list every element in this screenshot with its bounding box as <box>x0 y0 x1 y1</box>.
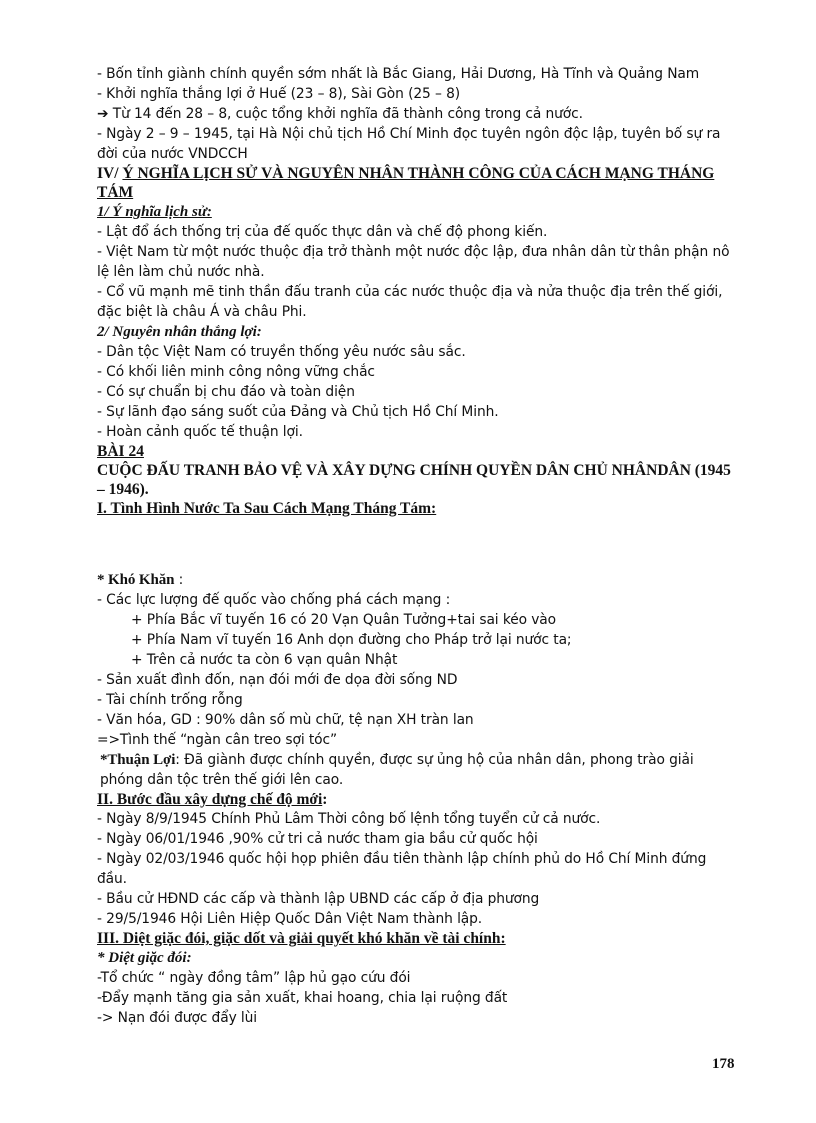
section-title: II. Bước đầu xây dựng chế độ mới <box>97 791 323 808</box>
list-item: - Có khối liên minh công nông vững chắc <box>97 364 375 380</box>
list-item: - Có sự chuẩn bị chu đáo và toàn diện <box>97 384 355 400</box>
section-heading-iv <box>97 164 737 202</box>
list-item: - Ngày 02/03/1946 quốc hội họp phiên đầu tiên thành lập chính phủ do Hồ Chí Minh đứng đầu. <box>97 851 707 887</box>
list-item: - Ngày 8/9/1945 Chính Phủ Lâm Thời công bố lệnh tổng tuyển cử cả nước. <box>97 811 601 827</box>
lesson-label: BÀI 24 <box>97 443 144 460</box>
section-heading-ii <box>97 790 737 809</box>
section-prefix: IV/ <box>97 165 123 182</box>
subheading: * Diệt giặc đói: <box>97 950 192 966</box>
spacer <box>97 518 737 570</box>
advantages-text: : Đã giành được chính quyền, được sự ủng hộ của nhân dân, phong trào giải phóng dân tộc trên thế giới lên cao. <box>100 752 694 788</box>
difficulties-suffix: : <box>174 572 184 588</box>
list-item: - Việt Nam từ một nước thuộc địa trở thành một nước độc lập, đưa nhân dân từ thân phận nô lệ lên làm chủ nước nhà. <box>97 244 730 280</box>
document-page <box>97 64 737 1028</box>
list-item: -> Nạn đói được đẩy lùi <box>97 1010 258 1026</box>
list-item: - Lật đổ ách thống trị của đế quốc thực dân và chế độ phong kiến. <box>97 224 548 240</box>
section-heading-iii: III. Diệt giặc đói, giặc dốt và giải quyết khó khăn về tài chính: <box>97 930 506 947</box>
list-item: + Phía Nam vĩ tuyến 16 Anh dọn đường cho Pháp trở lại nước ta; <box>131 632 572 648</box>
paragraph-line: - Bốn tỉnh giành chính quyền sớm nhất là Bắc Giang, Hải Dương, Hà Tĩnh và Quảng Nam <box>97 66 700 82</box>
list-item: - Sự lãnh đạo sáng suốt của Đảng và Chủ tịch Hồ Chí Minh. <box>97 404 499 420</box>
paragraph-line: ➔ Từ 14 đến 28 – 8, cuộc tổng khởi nghĩa đã thành công trong cả nước. <box>97 106 583 122</box>
list-item: - Ngày 06/01/1946 ,90% cử tri cả nước tham gia bầu cử quốc hội <box>97 831 538 847</box>
subheading: 2/ Nguyên nhân thắng lợi: <box>97 324 262 340</box>
subheading: 1/ Ý nghĩa lịch sử: <box>97 204 212 220</box>
section-title: Ý NGHĨA LỊCH SỬ VÀ NGUYÊN NHÂN THÀNH CÔNG CỦA CÁCH MẠNG THÁNG TÁM <box>97 165 715 201</box>
section-colon: : <box>322 791 328 808</box>
list-item: - Tài chính trống rỗng <box>97 692 243 708</box>
list-item: -Đẩy mạnh tăng gia sản xuất, khai hoang, chia lại ruộng đất <box>97 990 508 1006</box>
list-item: - Hoàn cảnh quốc tế thuận lợi. <box>97 424 303 440</box>
advantages-label: *Thuận Lợi <box>100 752 176 768</box>
list-item: - Các lực lượng đế quốc vào chống phá cách mạng : <box>97 592 451 608</box>
paragraph-line: - Khởi nghĩa thắng lợi ở Huế (23 – 8), Sài Gòn (25 – 8) <box>97 86 461 102</box>
list-item: - Sản xuất đình đốn, nạn đói mới đe dọa đời sống ND <box>97 672 458 688</box>
list-item: =>Tình thế “ngàn cân treo sợi tóc” <box>97 732 338 748</box>
difficulties-label: * Khó Khăn <box>97 572 175 588</box>
advantages-paragraph <box>97 750 737 790</box>
list-item: - Văn hóa, GD : 90% dân số mù chữ, tệ nạn XH tràn lan <box>97 712 474 728</box>
lesson-title: CUỘC ĐẤU TRANH BẢO VỆ VÀ XÂY DỰNG CHÍNH QUYỀN DÂN CHỦ NHÂNDÂN (1945 – 1946). <box>97 462 731 498</box>
paragraph-line: - Ngày 2 – 9 – 1945, tại Hà Nội chủ tịch Hồ Chí Minh đọc tuyên ngôn độc lập, tuyên bố sự ra đời của nước VNDCCH <box>97 126 721 162</box>
list-item: - Bầu cử HĐND các cấp và thành lập UBND các cấp ở địa phương <box>97 891 540 907</box>
list-item: + Phía Bắc vĩ tuyến 16 có 20 Vạn Quân Tưởng+tai sai kéo vào <box>131 612 556 628</box>
difficulties-heading <box>97 570 737 590</box>
list-item: -Tổ chức “ ngày đồng tâm” lập hủ gạo cứu đói <box>97 970 411 986</box>
list-item: + Trên cả nước ta còn 6 vạn quân Nhật <box>131 652 398 668</box>
list-item: - Dân tộc Việt Nam có truyền thống yêu nước sâu sắc. <box>97 344 466 360</box>
list-item: - Cổ vũ mạnh mẽ tinh thần đấu tranh của các nước thuộc địa và nửa thuộc địa trên thế giới, đặc biệt là châu Á và châu Phi. <box>97 284 723 320</box>
page-number: 178 <box>712 1056 735 1072</box>
section-heading-i: I. Tình Hình Nước Ta Sau Cách Mạng Tháng Tám: <box>97 500 437 517</box>
list-item: - 29/5/1946 Hội Liên Hiệp Quốc Dân Việt Nam thành lập. <box>97 911 483 927</box>
